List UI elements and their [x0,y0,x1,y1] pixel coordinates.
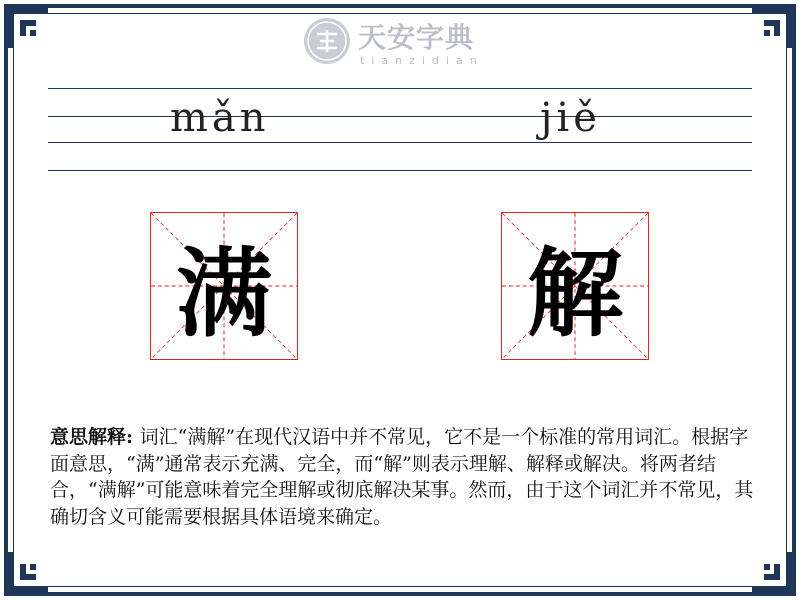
brand-name: 天安字典 [358,21,475,54]
pinyin-lines [48,88,752,172]
pinyin-syllable: jiě [540,95,601,141]
corner-ornament-icon [750,550,796,596]
character-box [150,212,298,360]
character-box [501,212,649,360]
seal-icon [302,16,352,66]
site-logo [302,14,502,70]
meaning-text: 词汇“满解”在现代汉语中并不常见，它不是一个标准的常用词汇。根据字面意思，“满”通常表示充满、完全，而“解”则表示理解、解释或解决。将两者结合，“满解”可能意味着完全理解或彻底解决某事。然而，由于这个词汇并不常见，其确切含义可能需要根据具体语境来确定。 [50,426,754,528]
corner-ornament-icon [4,550,50,596]
meaning-paragraph: 意思解释: 词汇“满解”在现代汉语中并不常见，它不是一个标准的常用词汇。根据字面意思，“满”通常表示充满、完全，而“解”则表示理解、解释或解决。将两者结合，“满解”可能意味着完全理解或彻底解决某事。然而，由于这个词汇并不常见，其确切含义可能需要根据具体语境来确定。 [50,426,754,528]
character-glyph: 满 [176,237,272,350]
corner-ornament-icon [4,4,50,50]
character-glyph: 解 [527,237,623,350]
brand-subtitle: tianzidian [360,54,484,67]
pinyin-syllable: mǎn [170,95,270,141]
corner-ornament-icon [750,4,796,50]
meaning-label: 意思解释 [50,426,127,448]
